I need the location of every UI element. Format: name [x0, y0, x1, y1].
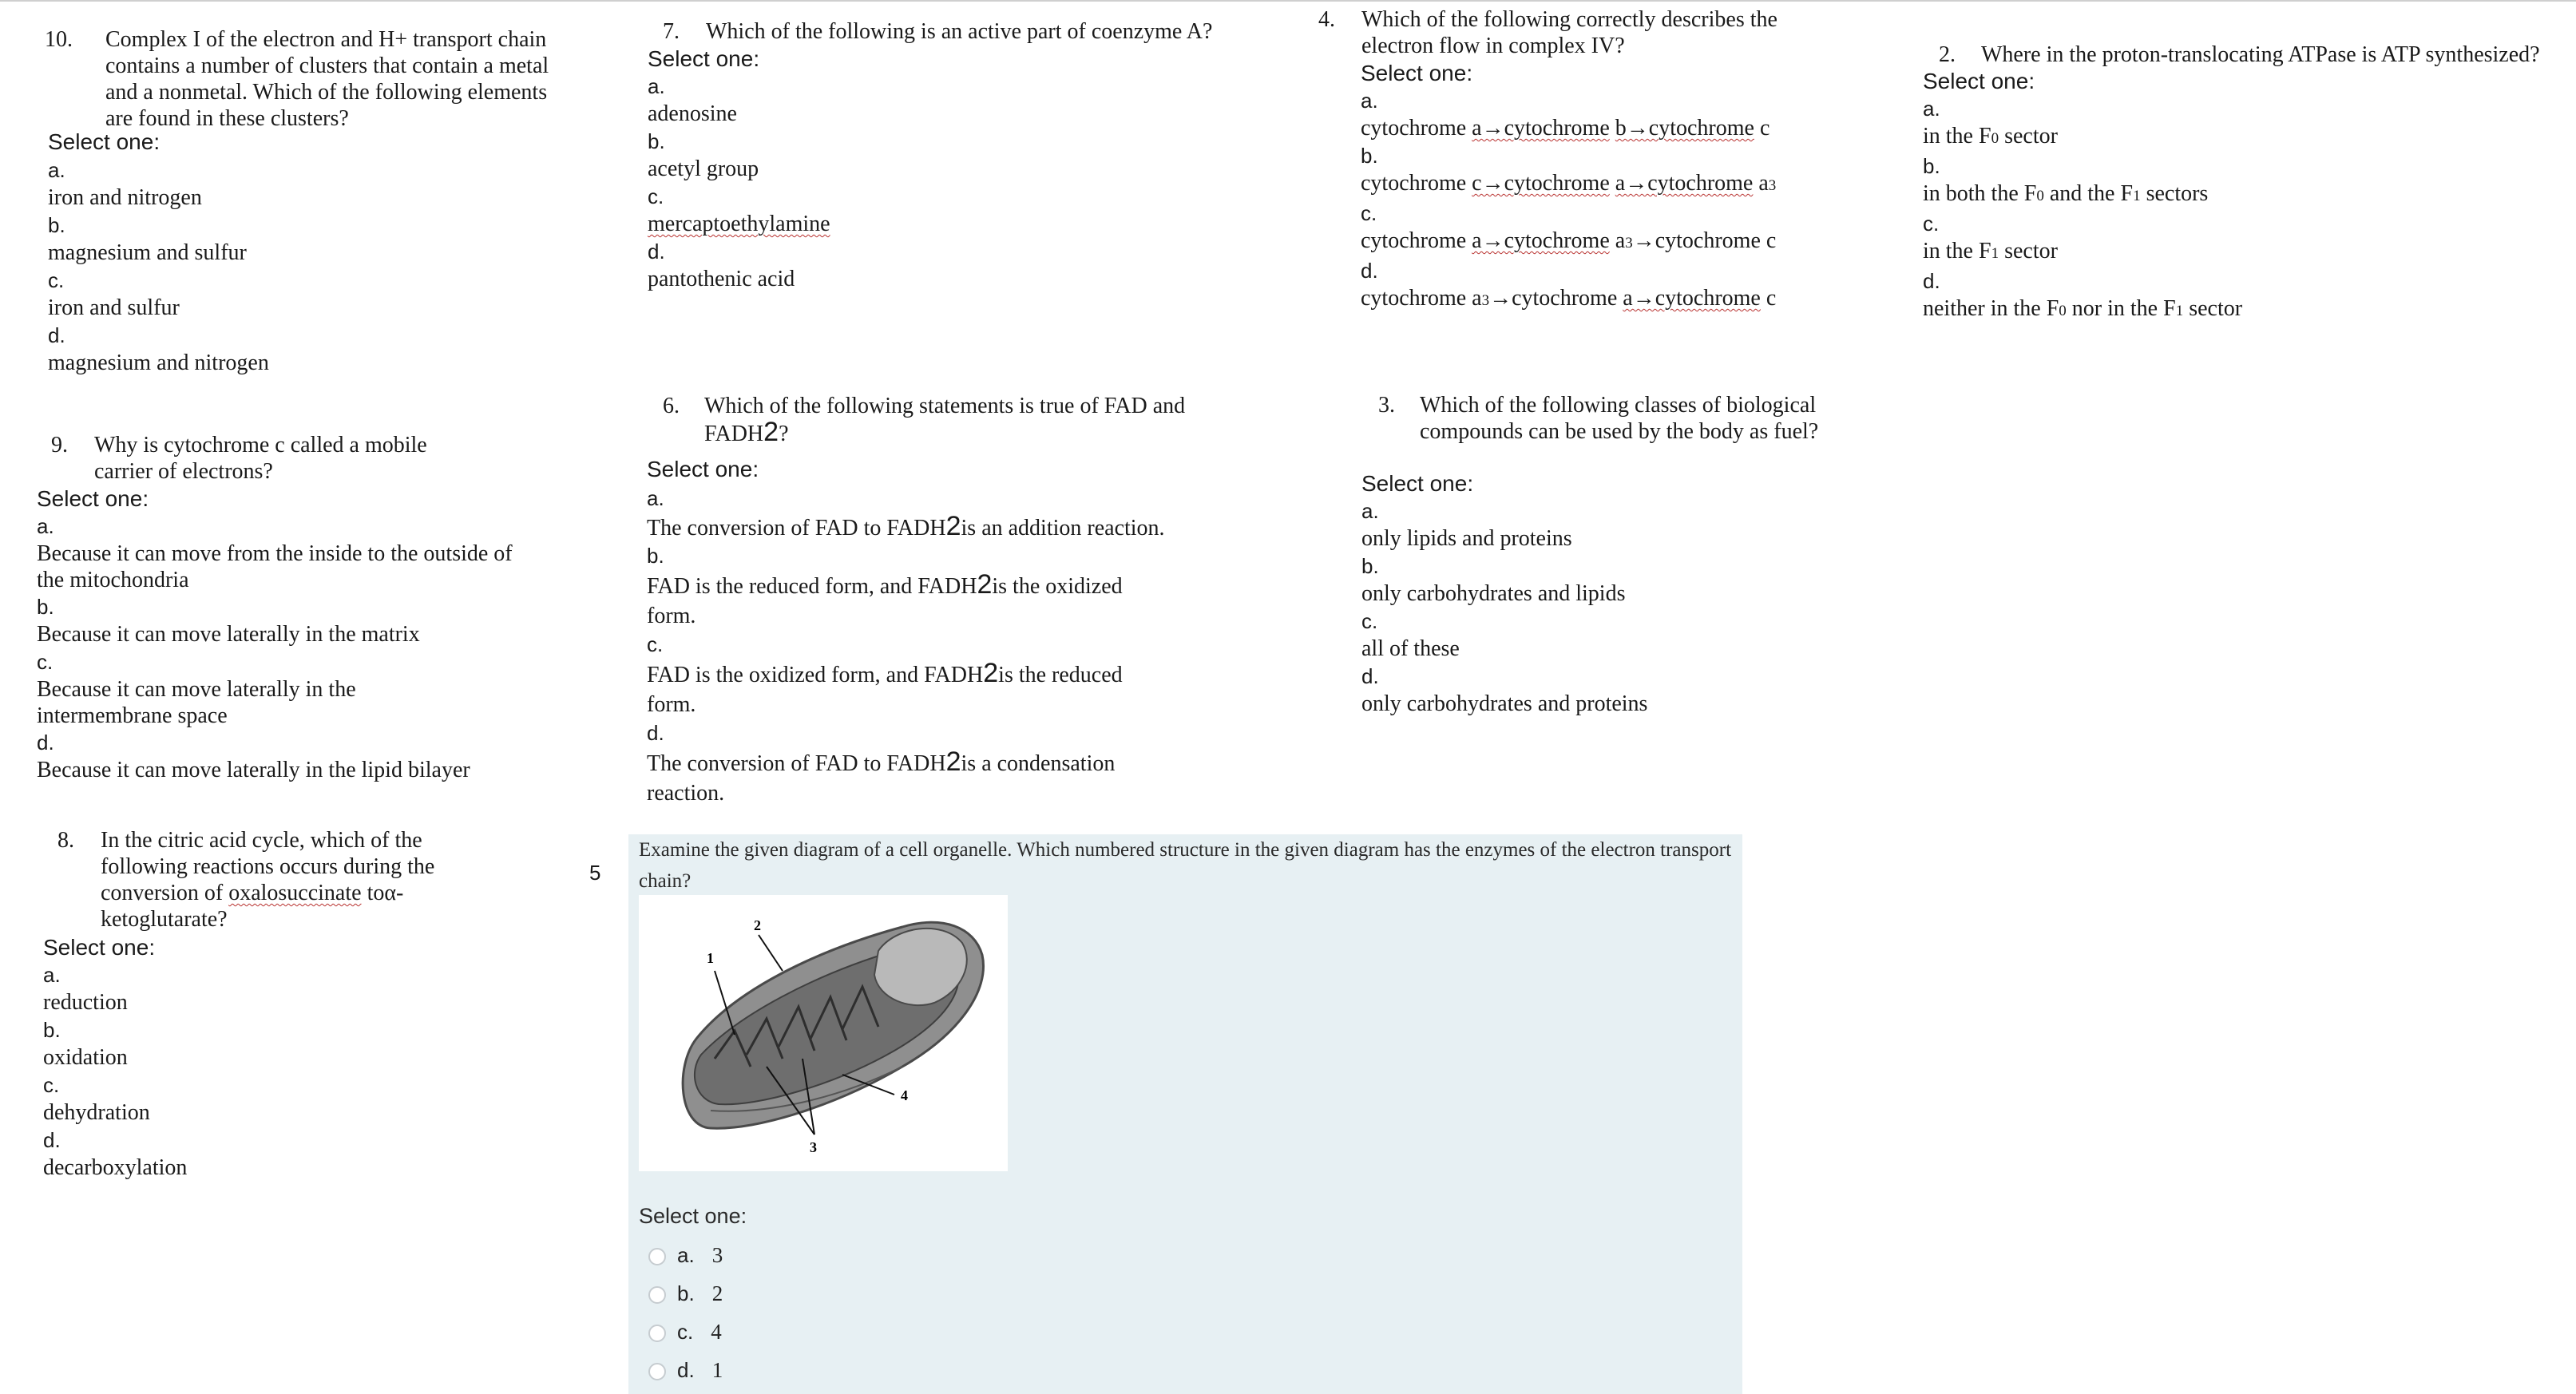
option-letter: c.: [648, 184, 664, 208]
question-7: [663, 18, 1318, 45]
option-text[interactable]: [1361, 285, 1920, 315]
option-letter: d.: [1923, 269, 1940, 293]
option-letter: d.: [647, 721, 664, 745]
option-text[interactable]: Because it can move laterally in the lipid bilayer: [37, 758, 470, 782]
option-letter: b.: [37, 595, 54, 619]
diagram-label: 3: [810, 1139, 817, 1155]
option-text-part: is an addition reaction.: [961, 516, 1165, 541]
question-text-part: toα-ketoglutarate?: [101, 881, 404, 932]
select-one-label: Select one:: [639, 1204, 747, 1228]
option-subscript: 0: [1991, 130, 1999, 147]
question-text: Which of the following is an active part of coenzyme A?: [706, 19, 1213, 44]
select-one-label: Select one:: [1361, 471, 1474, 496]
option-text[interactable]: [1923, 123, 2482, 152]
question-text: [704, 393, 1190, 447]
option-subscript: 0: [2036, 188, 2044, 204]
option-text[interactable]: [648, 211, 1127, 238]
question-9: [51, 432, 466, 485]
top-divider: [0, 0, 2576, 2]
question-text: Which of the following classes of biological compounds can be used by the body as fuel?: [1420, 393, 1819, 444]
option-text[interactable]: reduction: [43, 990, 128, 1015]
option-text[interactable]: pantothenic acid: [648, 267, 795, 291]
option-text-part: 2: [977, 569, 993, 600]
option-subscript: 3: [1481, 292, 1490, 309]
question-text: Which of the following correctly describes the electron flow in complex IV?: [1361, 7, 1777, 58]
spellcheck-word: mercaptoethylamine: [648, 212, 830, 236]
radio-option[interactable]: [648, 1281, 723, 1306]
select-one-label: Select one:: [43, 935, 156, 960]
option-value: 4: [711, 1320, 722, 1344]
option-text-part: FAD is the reduced form, and FADH: [647, 574, 977, 599]
radio-button[interactable]: [648, 1325, 666, 1342]
question-text: [101, 827, 457, 933]
option-text[interactable]: [1923, 180, 2482, 210]
question-number: 6.: [663, 394, 680, 418]
question-5-number: 5: [589, 861, 601, 885]
option-text-part: sector: [1999, 239, 2058, 263]
option-letter: c.: [1923, 212, 1940, 236]
question-number: 8.: [57, 828, 74, 853]
option-text[interactable]: [647, 659, 1174, 719]
question-text-part: 2: [763, 417, 779, 447]
diagram-label: 4: [901, 1087, 908, 1103]
question-text: Why is cytochrome c called a mobile carrier of electrons?: [94, 433, 427, 484]
option-letter: d.: [37, 731, 54, 754]
option-letter: c.: [647, 632, 664, 656]
select-one-label: Select one:: [48, 129, 161, 154]
option-letter: c.: [37, 650, 54, 674]
option-text[interactable]: [647, 570, 1174, 631]
question-text-part: ?: [779, 422, 789, 446]
option-subscript: 0: [2059, 303, 2067, 319]
option-text-part: in the F: [1923, 239, 1991, 263]
option-text[interactable]: Because it can move laterally in the matrix: [37, 622, 420, 647]
question-9-answers: [37, 485, 532, 784]
option-letter: b.: [48, 213, 65, 237]
option-text[interactable]: only carbohydrates and proteins: [1361, 691, 1648, 716]
question-number: 9.: [51, 433, 68, 457]
option-letter: b.: [677, 1281, 695, 1305]
option-text[interactable]: dehydration: [43, 1100, 150, 1125]
option-text[interactable]: iron and sulfur: [48, 295, 180, 320]
option-letter: d.: [677, 1358, 695, 1382]
option-text[interactable]: [647, 747, 1174, 808]
option-letter: a.: [648, 74, 665, 98]
option-letter: b.: [43, 1018, 61, 1042]
option-letter: b.: [648, 129, 665, 153]
option-text[interactable]: Because it can move laterally in the intermembrane space: [37, 677, 356, 728]
diagram-label: 1: [707, 950, 714, 966]
option-letter: a.: [37, 514, 54, 538]
option-letter: b.: [1361, 554, 1379, 578]
question-3: [1378, 392, 1825, 445]
question-6: [663, 393, 1190, 447]
option-text-part: cytochrome: [1361, 116, 1472, 141]
option-text-part: neither in the F: [1923, 296, 2059, 321]
option-text[interactable]: only carbohydrates and lipids: [1361, 581, 1626, 606]
option-letter: d.: [1361, 664, 1379, 688]
question-4-answers: [1361, 60, 1920, 315]
select-one-label: Select one:: [647, 457, 759, 481]
option-letter: a.: [48, 158, 65, 182]
option-letter: d.: [48, 323, 65, 347]
question-4: [1318, 6, 1813, 59]
option-letter: d.: [648, 240, 665, 263]
option-text-part: The conversion of FAD to FADH: [647, 516, 946, 541]
question-6-answers: [647, 456, 1222, 808]
option-text-part: is a condensation reaction.: [647, 751, 1116, 806]
option-text[interactable]: only lipids and proteins: [1361, 526, 1572, 551]
option-letter: d.: [1361, 259, 1378, 283]
option-text[interactable]: [1923, 295, 2482, 325]
option-text[interactable]: adenosine: [648, 101, 737, 126]
select-one-label: Select one:: [37, 486, 149, 511]
question-2-answers: [1923, 68, 2482, 325]
option-text-part: cytochrome: [1361, 228, 1472, 253]
radio-option[interactable]: [648, 1319, 722, 1344]
option-text-part: →cytochrome c: [1632, 228, 1777, 253]
option-subscript: 3: [1768, 177, 1777, 194]
option-text-part: sector: [1999, 124, 2058, 149]
option-text-part: The conversion of FAD to FADH: [647, 751, 946, 776]
spellcheck-word: a→cytochrome: [1472, 116, 1610, 141]
option-text-part: c: [1754, 116, 1770, 141]
option-letter: c.: [677, 1320, 694, 1344]
option-value: 3: [711, 1243, 723, 1267]
option-text[interactable]: oxidation: [43, 1045, 128, 1070]
option-text-part: cytochrome a: [1361, 286, 1482, 311]
diagram-label: 2: [754, 917, 761, 933]
radio-option[interactable]: [648, 1242, 723, 1268]
spellcheck-word: oxalosuccinate: [228, 881, 362, 905]
option-letter: a.: [1923, 97, 1940, 121]
option-letter: a.: [1361, 89, 1378, 113]
question-2: [1939, 42, 2576, 68]
option-text-part: 2: [945, 747, 961, 777]
mitochondrion-diagram: [639, 895, 1008, 1171]
radio-option[interactable]: [648, 1357, 723, 1383]
option-text-part: [1610, 171, 1615, 196]
option-text-part: sector: [2183, 296, 2243, 321]
option-text-part: nor in the F: [2066, 296, 2176, 321]
question-8: [57, 827, 457, 933]
question-3-answers: [1361, 470, 1841, 718]
option-text[interactable]: acetyl group: [648, 156, 759, 181]
question-number: 2.: [1939, 42, 1956, 67]
option-subscript: 3: [1625, 235, 1633, 251]
option-letter: c.: [1361, 201, 1377, 225]
option-letter: c.: [43, 1073, 60, 1097]
option-text[interactable]: [1361, 170, 1920, 200]
option-text-part: in the F: [1923, 124, 1991, 149]
option-text[interactable]: magnesium and nitrogen: [48, 350, 269, 375]
option-text[interactable]: [1923, 238, 2482, 267]
spellcheck-word: a→cytochrome: [1472, 228, 1610, 253]
question-number: 4.: [1318, 7, 1335, 32]
question-8-answers: [43, 934, 442, 1182]
question-10: [45, 26, 556, 132]
option-text-part: [1610, 116, 1615, 141]
radio-button[interactable]: [648, 1363, 666, 1380]
option-text[interactable]: all of these: [1361, 636, 1460, 661]
option-value: 2: [711, 1281, 723, 1305]
option-text-part: is the reduced form.: [647, 663, 1123, 717]
option-text[interactable]: [1361, 228, 1920, 257]
option-value: 1: [711, 1358, 723, 1382]
spellcheck-word: a→cytochrome: [1615, 171, 1754, 196]
option-text-part: →cytochrome: [1489, 286, 1623, 311]
option-subscript: 1: [2175, 303, 2184, 319]
option-text[interactable]: magnesium and sulfur: [48, 240, 247, 265]
option-text-part: 2: [983, 658, 999, 688]
option-letter: c.: [1361, 609, 1378, 633]
option-text-part: is the oxidized form.: [647, 574, 1123, 628]
option-text-part: 2: [945, 511, 961, 541]
option-letter: a.: [677, 1243, 695, 1267]
spellcheck-word: a→cytochrome: [1623, 286, 1761, 311]
option-subscript: 1: [2133, 188, 2141, 204]
option-text-part: cytochrome: [1361, 171, 1472, 196]
option-letter: b.: [1923, 154, 1940, 178]
option-letter: d.: [43, 1128, 61, 1152]
question-7-answers: [648, 46, 1127, 293]
option-letter: b.: [1361, 144, 1378, 168]
question-number: 7.: [663, 19, 680, 44]
option-text-part: a: [1753, 171, 1769, 196]
option-text-part: a: [1609, 228, 1626, 253]
option-letter: a.: [43, 963, 61, 987]
question-text-part: In the citric acid cycle, which of the following reactions occurs during the conversion of: [101, 828, 435, 905]
question-text: Complex I of the electron and H+ transport chain contains a number of clusters that contain a metal and a nonmetal. Which of the following elements are found in these clusters?: [105, 27, 549, 131]
radio-button[interactable]: [648, 1248, 666, 1265]
question-number: 3.: [1378, 393, 1395, 418]
question-text: Where in the proton-translocating ATPase is ATP synthesized?: [1981, 42, 2540, 67]
option-text[interactable]: decarboxylation: [43, 1155, 188, 1180]
spellcheck-word: b→cytochrome: [1615, 116, 1754, 141]
option-letter: a.: [1361, 499, 1379, 523]
select-one-label: Select one:: [1361, 61, 1473, 85]
option-text[interactable]: [647, 513, 1222, 542]
option-letter: b.: [647, 544, 664, 568]
option-letter: c.: [48, 268, 65, 292]
question-number: 10.: [45, 27, 73, 52]
option-text[interactable]: Because it can move from the inside to the outside of the mitochondria: [37, 541, 513, 592]
option-subscript: 1: [1991, 245, 1999, 262]
option-text-part: FAD is the oxidized form, and FADH: [647, 663, 984, 687]
option-text-part: sectors: [2140, 181, 2209, 206]
radio-button[interactable]: [648, 1286, 666, 1304]
select-one-label: Select one:: [1923, 69, 2035, 93]
option-text-part: and the F: [2043, 181, 2134, 206]
option-text-part: in both the F: [1923, 181, 2037, 206]
option-text-part: c: [1760, 286, 1777, 311]
select-one-label: Select one:: [648, 46, 760, 71]
option-text[interactable]: iron and nitrogen: [48, 185, 202, 210]
option-text[interactable]: [1361, 115, 1920, 142]
option-letter: a.: [647, 486, 664, 510]
question-10-answers: [48, 129, 559, 377]
spellcheck-word: c→cytochrome: [1472, 171, 1610, 196]
question-5-text: Examine the given diagram of a cell organelle. Which numbered structure in the given diagram has the enzymes of the electron transport chain?: [639, 839, 1732, 892]
question-text-part: Which of the following statements is true of FAD and FADH: [704, 394, 1186, 446]
